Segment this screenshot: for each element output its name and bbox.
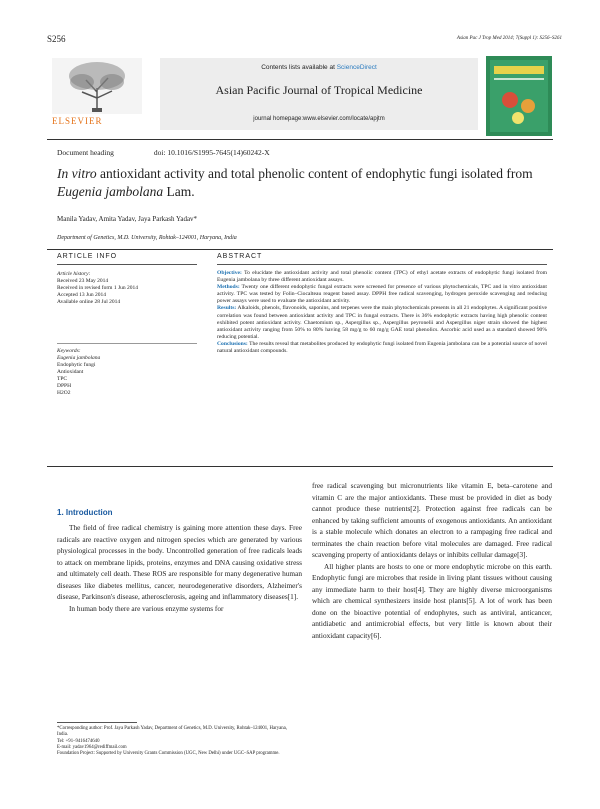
page-number: S256 (47, 34, 66, 44)
publisher-name: ELSEVIER (52, 116, 103, 126)
journal-cover-icon (486, 56, 552, 136)
paragraph: In human body there are various enzyme systems for (69, 603, 224, 613)
article-title (57, 165, 547, 201)
objective-label: Objective: (217, 270, 242, 276)
title-part-1: In vitro (57, 166, 97, 181)
footnote-corresponding: *Corresponding author: Prof. Jaya Parkash Yadav, Department of Genetics, M.D. University, Rohtak–124001, Haryana, India. (57, 726, 287, 738)
keyword: DPPH (57, 383, 72, 389)
keyword: TPC (57, 376, 68, 382)
footnote (57, 726, 297, 757)
abstract-rule (217, 264, 547, 265)
document-heading-line (57, 148, 270, 157)
doc-heading: Document heading (57, 148, 114, 157)
keyword: H2O2 (57, 390, 71, 396)
methods-label: Methods: (217, 284, 240, 291)
abstract-body (217, 270, 547, 355)
history-revised: Received in revised form 1 Jun 2014 (57, 285, 138, 291)
contents-line (160, 64, 478, 71)
journal-title: Asian Pacific Journal of Tropical Medicine (215, 83, 423, 97)
conclusions-text: The results reveal that metabolites produced by endophytic fungi isolated from Eugenia jambolana can be a potential source of novel natural antioxidant compounds. (217, 340, 547, 355)
title-part-2: antioxidant activity and total phenolic content of endophytic fungi isolated from (96, 166, 533, 181)
keywords (57, 348, 197, 397)
paragraph: All higher plants are hosts to one or more endophytic microbe on this earth. Endophytic fungi are microbes that reside in living plant tissues without causing any immediate harm to their host[4]. They are highly diverse microorganisms which are chemical synthesizers inside host plants[5]. A lot of work has been done on the bioactive potential of endophytes, such as antiviral, anticancer, antidiabetic and antimicrobial effects, but very little is known about their antioxidant capacity[6]. (312, 561, 552, 640)
info-rule (57, 264, 197, 265)
article-info-label: ARTICLE INFO (57, 253, 118, 260)
keyword: Eugenia jambolana (57, 355, 101, 361)
keywords-label: Keywords: (57, 348, 81, 354)
section-heading-introduction: 1. Introduction (57, 508, 113, 517)
affiliation: Department of Genetics, M.D. University, Rohtak–124001, Haryana, India (57, 235, 237, 241)
running-header: Asian Pac J Trop Med 2014; 7(Suppl 1): S256–S261 (456, 36, 562, 41)
footnote-email[interactable]: E-mail: yadav1964@rediffmail.com (57, 744, 127, 750)
title-part-4: Lam. (163, 184, 195, 199)
authors: Manila Yadav, Amita Yadav, Jaya Parkash Yadav* (57, 215, 198, 223)
header-rule (47, 139, 553, 140)
journal-homepage[interactable]: journal homepage:www.elsevier.com/locate/apjtm (253, 116, 385, 122)
keyword: Endophytic fungi (57, 362, 96, 368)
abstract-label: ABSTRACT (217, 253, 263, 260)
history-label: Article history: (57, 271, 91, 277)
keywords-rule (57, 343, 197, 344)
results-text: Alkaloids, phenols, flavonoids, saponins, and terpenes were the main phytochemicals presents in all 21 endophytes. A significant positive correlation was found between antioxidant activity and TPC in fungal extracts. There is 36% endophytic extracts having high phenolic content exhibited potent antioxidant activity. Chaetomium sp., Aspergillus sp., Aspergillus peyronelii and Aspergillus niger strain showed the highest antioxidant activity ranging from 50% to 80% having 58 mg/g to 60 mg/g GAE total phenolics. Ascorbic acid used as a standard showed 90% reducing potential. (217, 305, 547, 340)
paragraph: free radical scavenging but micronutrients like vitamin E, beta–carotene and vitamin C are the major antioxidants. These must be provided in diet as body cannot produce these nutrients[2]. Protection against free radicals can be enhanced by taking sufficient amounts of exogenous antioxidants. An antioxidant is a stable molecule which donates an electron to a rampaging free radical and terminates the chain reaction before vital molecules are damaged. Free radical scavenging property of antioxidants delays or inhibits cellular damage[3]. (312, 481, 552, 559)
intro-right-column (312, 480, 552, 641)
history-online: Available online 28 Jul 2014 (57, 299, 121, 305)
footnote-funding: Foundation Project: Supported by University Grants Commission (UGC, New Delhi) under UGC–SAP programme. (57, 751, 280, 757)
history-accepted: Accepted 13 Jun 2014 (57, 292, 107, 298)
paragraph: The field of free radical chemistry is gaining more attention these days. Free radicals are reactive oxygen and nitrogen species which are generated by various physiological processes in the body. Uncontrolled generation of free radicals leads to attack on membrane lipids, proteins, enzymes and DNA causing oxidative stress and ultimately cell death. These ROS are responsible for many degenerative human diseases like diabetes mellitus, cancer, neurodegenerative disorders, Alzheimer's disease, Parkinson's disease, atherosclerosis, ageing and inflammatory diseases[1]. (57, 523, 302, 601)
footnote-tel: Tel: +91–9416474640 (57, 738, 100, 744)
methods-text: Twenty one different endophytic fungal extracts were screened for presence of various phytochemicals, TPC and in vitro antioxidant activity. TPC was tested by Folin–Ciocalteau reagent based assay. DPPH free radical scavenging, hydrogen peroxide scavenging and reducing power assays were used to evaluate the antioxidant activity. (217, 284, 547, 305)
keyword: Antioxidant (57, 369, 84, 375)
sciencedirect-link[interactable]: ScienceDirect (336, 64, 377, 71)
conclusions-label: Conclusions: (217, 340, 248, 347)
objective-text: To elucidate the antioxidant activity and total phenolic content (TPC) of ethyl acetate extracts of endophytic fungi isolated from Eugenia jambolana by three different antioxidant assays. (217, 270, 547, 284)
title-part-3: Eugenia jambolana (57, 184, 164, 199)
results-label: Results: (217, 305, 237, 312)
footnote-rule (57, 722, 137, 723)
history-received: Received 23 May 2014 (57, 278, 109, 284)
contents-prefix: Contents lists available at (261, 64, 337, 71)
info-top-rule (47, 249, 553, 250)
abstract-bottom-rule (47, 466, 553, 467)
intro-left-column (57, 522, 302, 614)
article-history (57, 271, 197, 306)
doi[interactable]: doi: 10.1016/S1995-7645(14)60242-X (153, 148, 270, 157)
